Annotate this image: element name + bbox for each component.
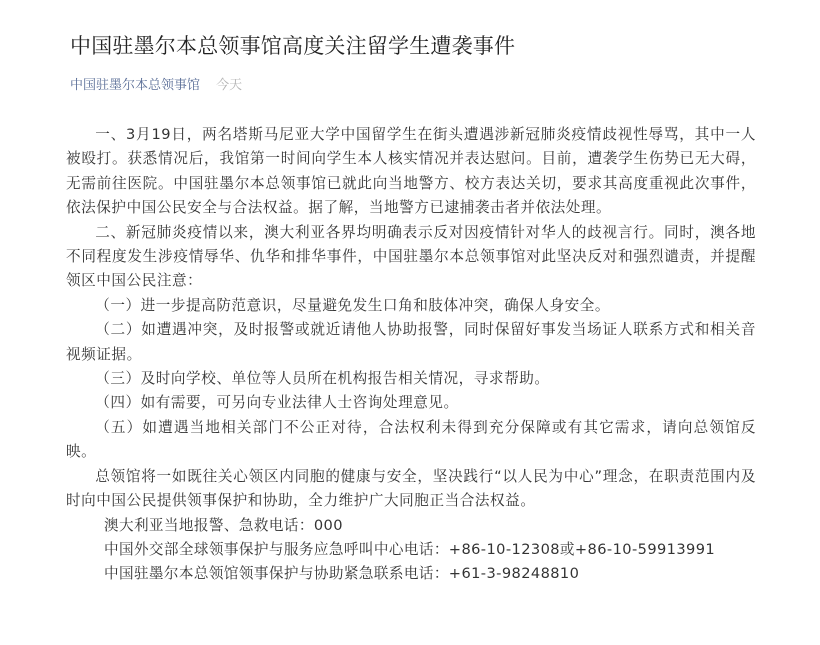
advice-item-2: （二）如遭遇冲突，及时报警或就近请他人协助报警，同时保留好事发当场证人联系方式和相关音视频证据。 [66, 321, 756, 363]
paragraph-2: 二、新冠肺炎疫情以来，澳大利亚各界均明确表示反对因疫情针对华人的歧视言行。同时，澳各地不同程度发生涉疫情辱华、仇华和排华事件，中国驻墨尔本总领事馆对此坚决反对和强烈谴责，并提醒领区中国公民注意： [66, 223, 756, 290]
closing-paragraph: 总领馆将一如既往关心领区内同胞的健康与安全，坚决践行“以人民为中心”理念，在职责范围内及时向中国公民提供领事保护和协助，全力维护广大同胞正当合法权益。 [66, 467, 756, 510]
article-title: 中国驻墨尔本总领事馆高度关注留学生遭袭事件 [70, 34, 516, 58]
paragraph-1: 一、3月19日，两名塔斯马尼亚大学中国留学生在街头遭遇涉新冠肺炎疫情歧视性辱骂，其中一人被殴打。获悉情况后，我馆第一时间向学生本人核实情况并表达慰问。目前，遭袭学生伤势已无大碍，无需前往医院。中国驻墨尔本总领事馆已就此向当地警方、校方表达关切，要求其高度重视此次事件，依法保护中国公民安全与合法权益。据了解，当地警方已逮捕袭击者并依法处理。 [66, 126, 756, 217]
advice-item-3: （三）及时向学校、单位等人员所在机构报告相关情况，寻求帮助。 [95, 370, 550, 388]
publish-date: 今天 [216, 78, 243, 93]
article-meta [70, 74, 242, 93]
hotline-local-emergency: 澳大利亚当地报警、急救电话：000 [103, 516, 343, 534]
advice-item-5: （五）如遭遇当地相关部门不公正对待，合法权利未得到充分保障或有其它需求，请向总领馆反映。 [66, 418, 756, 461]
account-name-link[interactable]: 中国驻墨尔本总领事馆 [70, 78, 201, 93]
hotline-mfa-global: 中国外交部全球领事保护与服务应急呼叫中心电话：+86-10-12308或+86-10-59913991 [103, 540, 716, 558]
advice-item-4: （四）如有需要，可另向专业法律人士咨询处理意见。 [95, 394, 459, 412]
article-body [66, 123, 756, 587]
hotline-consulate: 中国驻墨尔本总领馆领事保护与协助紧急联系电话：+61-3-98248810 [103, 565, 580, 583]
advice-item-1: （一）进一步提高防范意识，尽量避免发生口角和肢体冲突，确保人身安全。 [95, 296, 611, 314]
